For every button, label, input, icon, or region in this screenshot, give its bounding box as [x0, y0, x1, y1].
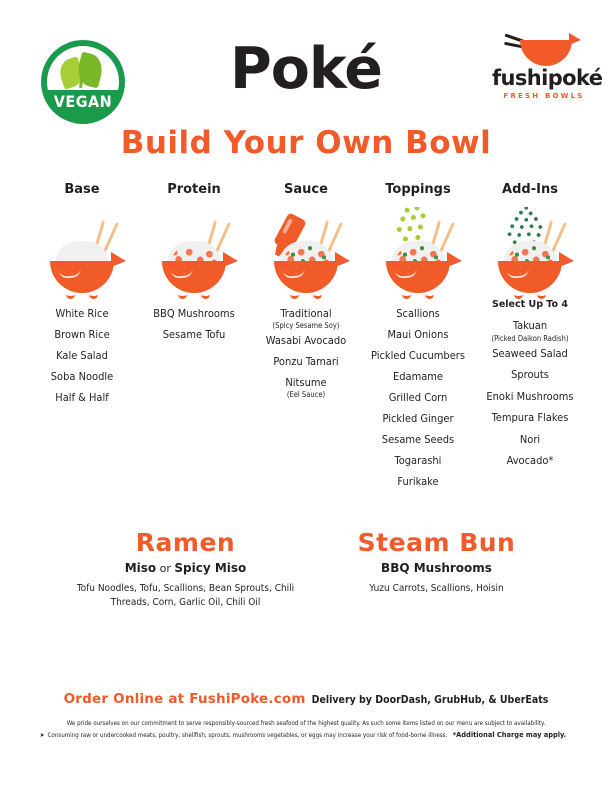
- list-item: Nitsume (Eel Sauce): [250, 372, 362, 399]
- section-subtitle: Miso or Spicy Miso: [124, 561, 247, 575]
- sauce-bottle-bowl-icon: [250, 207, 362, 299]
- list-item: Edamame: [392, 370, 444, 383]
- menu-column-addins: [474, 182, 586, 492]
- list-item: Brown Rice: [54, 328, 110, 341]
- section-title: Steam Bun: [357, 528, 516, 557]
- list-item: Wasabi Avocado: [265, 334, 347, 347]
- list-item: White Rice: [55, 307, 109, 320]
- menu-column-sauce: [250, 182, 362, 492]
- fish-icon: ➤: [39, 732, 45, 739]
- item-list: [362, 303, 474, 492]
- list-item: Furikake: [397, 475, 439, 488]
- page-subtitle: Build Your Own Bowl: [120, 125, 492, 161]
- list-item: Sesame Tofu: [162, 328, 226, 341]
- section-title: Ramen: [135, 528, 236, 557]
- menu-column-base: [26, 182, 138, 492]
- column-header: Add-Ins: [502, 182, 558, 197]
- list-item: Pickled Ginger: [382, 412, 454, 425]
- order-line: [0, 690, 612, 708]
- item-list: [250, 303, 362, 399]
- list-item: Grilled Corn: [388, 391, 448, 404]
- rice-bowl-icon: [26, 207, 138, 299]
- item-list: [26, 303, 138, 408]
- vegan-badge-label: VEGAN: [53, 92, 113, 111]
- page-title: Poké: [230, 36, 382, 102]
- list-item: Traditional (Spicy Sesame Soy): [250, 303, 362, 330]
- list-item: Avocado*: [506, 454, 554, 467]
- list-item: Nori: [519, 432, 541, 446]
- menu-columns: [26, 182, 586, 492]
- disclaimer-line-2: ➤ Consuming raw or undercooked meats, poultry, shellfish, sprouts, mushrooms vegetables, or eggs may increase your risk of food-borne illness. *Additional Charge may apply.: [39, 730, 567, 739]
- toppings-bowl-icon: [362, 207, 474, 299]
- disclaimer-block: [0, 718, 612, 741]
- section-description: Tofu Noodles, Tofu, Scallions, Bean Sprouts, Chili Threads, Corn, Garlic Oil, Chili Oil: [76, 583, 295, 608]
- list-item: Kale Salad: [56, 349, 108, 362]
- bowl-chopsticks-icon: [520, 40, 572, 66]
- list-item: Sprouts: [511, 368, 549, 381]
- column-header: Base: [64, 182, 100, 197]
- additional-charge-note: *Additional Charge may apply.: [452, 730, 567, 739]
- list-item: Takuan (Picked Daikon Radish): [474, 315, 586, 343]
- section-steam-bun: [311, 528, 612, 610]
- list-item: Enoki Mushrooms: [486, 389, 574, 403]
- menu-column-protein: [138, 182, 250, 492]
- list-item: Scallions: [396, 307, 440, 320]
- addins-note: Select Up To 4: [492, 299, 568, 310]
- brand-name: fushipoké: [492, 66, 603, 90]
- list-item: BBQ Mushrooms: [153, 307, 235, 320]
- disclaimer-line-1: We pride ourselves on our commitment to serve responsibly-sourced fresh seafood of the highest quality. As such some items listed on our menu are subject to availability.: [66, 720, 546, 727]
- list-item-sub: (Eel Sauce): [286, 390, 326, 399]
- menu-column-toppings: [362, 182, 474, 492]
- bottom-sections: [0, 528, 612, 610]
- list-item: Sesame Seeds: [381, 433, 455, 446]
- order-online-link[interactable]: Order Online at FushiPoke.com: [63, 691, 306, 707]
- brand-logo: [492, 30, 603, 108]
- section-description: Yuzu Carrots, Scallions, Hoisin: [369, 583, 504, 594]
- list-item: Pickled Cucumbers: [370, 349, 466, 362]
- list-item-sub: (Spicy Sesame Soy): [272, 321, 340, 330]
- item-list: [474, 315, 586, 472]
- column-header: Protein: [167, 182, 221, 197]
- list-item: Maui Onions: [387, 328, 449, 341]
- list-item: Seaweed Salad: [492, 346, 568, 360]
- brand-tagline: FRESH BOWLS: [503, 92, 585, 100]
- list-item: Tempura Flakes: [491, 411, 569, 424]
- item-list: [138, 303, 250, 345]
- list-item: Togarashi: [394, 454, 442, 467]
- addins-bowl-icon: [474, 207, 586, 299]
- delivery-partners: Delivery by DoorDash, GrubHub, & UberEats: [311, 694, 549, 706]
- list-item-sub: (Picked Daikon Radish): [491, 333, 569, 343]
- list-item: Half & Half: [55, 391, 109, 404]
- list-item: Ponzu Tamari: [273, 355, 339, 368]
- protein-bowl-icon: [138, 207, 250, 299]
- column-header: Toppings: [385, 182, 451, 197]
- column-header: Sauce: [284, 182, 328, 197]
- section-ramen: [0, 528, 311, 610]
- list-item: Soba Noodle: [50, 370, 114, 383]
- section-subtitle: BBQ Mushrooms: [381, 561, 492, 575]
